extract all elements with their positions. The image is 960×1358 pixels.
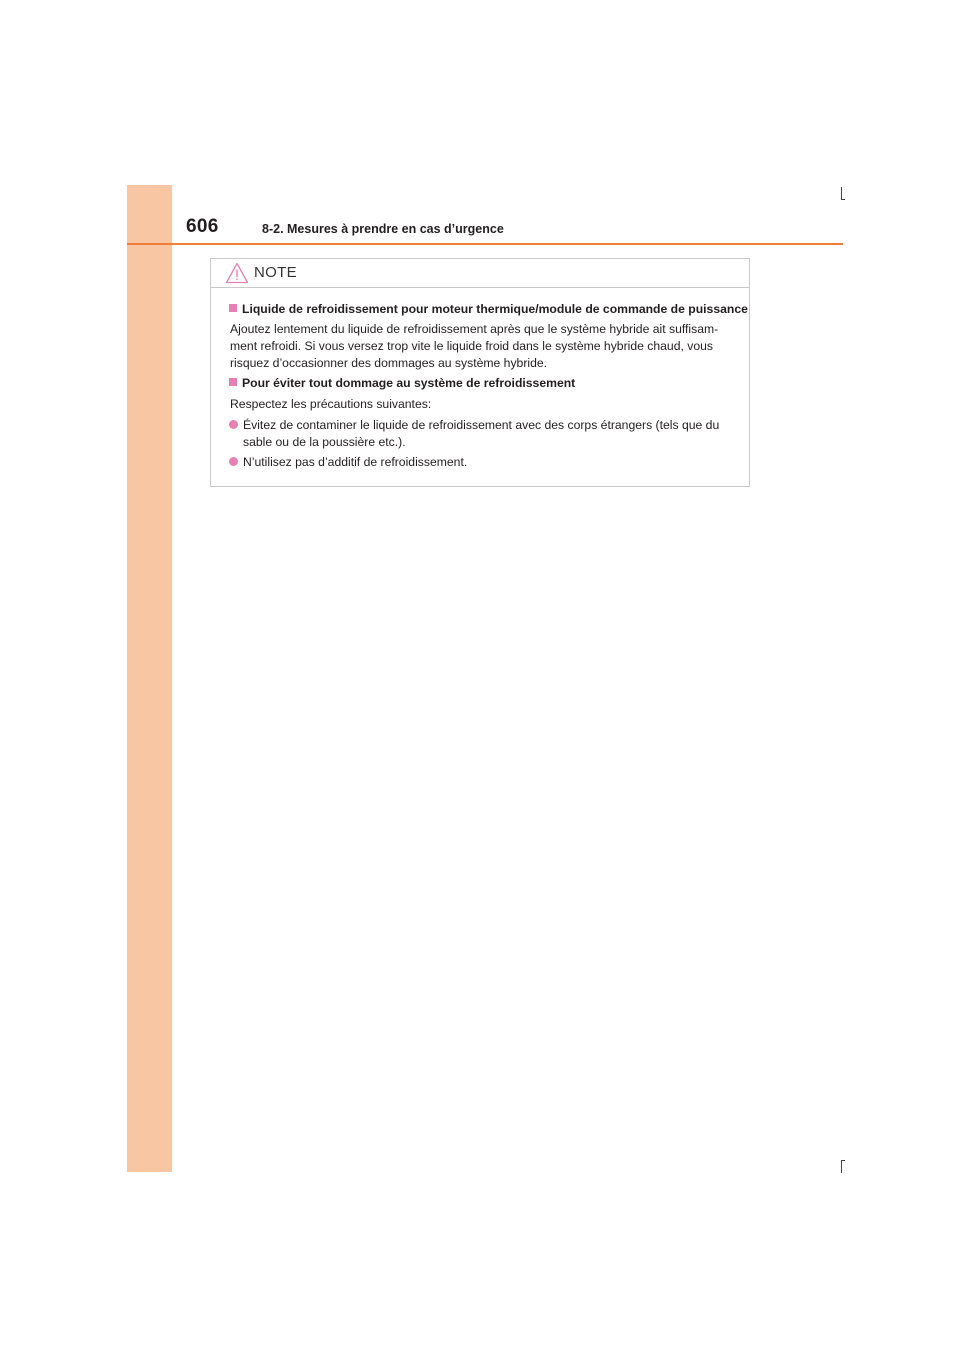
paragraph-line: risquez d’occasionner des dommages au système hybride.: [230, 355, 548, 370]
bullet-item-contamination-cont: sable ou de la poussière etc.).: [243, 435, 406, 449]
square-bullet-icon: [229, 304, 237, 312]
warning-triangle-icon: [225, 262, 249, 284]
precautions-intro: Respectez les précautions suivantes:: [230, 397, 432, 411]
page-number: 606: [186, 216, 219, 237]
note-header: [211, 259, 749, 288]
chapter-sidebar-tab: [127, 185, 172, 1172]
coolant-paragraph: [230, 321, 750, 371]
square-bullet-icon: [229, 378, 237, 386]
round-bullet-icon: [229, 457, 238, 466]
section-title: 8-2. Mesures à prendre en cas d’urgence: [262, 222, 504, 236]
bullet-item-contamination: Évitez de contaminer le liquide de refroidissement avec des corps étrangers (tels que du: [229, 417, 719, 434]
crop-mark-top-right: [841, 187, 842, 200]
note-title: NOTE: [254, 264, 297, 281]
header-rule: [127, 243, 843, 245]
note-box: [210, 258, 750, 487]
round-bullet-icon: [229, 420, 238, 429]
crop-mark-bottom-right: [841, 1160, 842, 1173]
bullet-item-additive: N’utilisez pas d’additif de refroidissement.: [229, 454, 467, 471]
section-heading-coolant: Liquide de refroidissement pour moteur thermique/module de commande de puissance: [229, 302, 748, 316]
paragraph-line: Ajoutez lentement du liquide de refroidissement après que le système hybride ait suffisam-: [230, 322, 719, 336]
section-heading-cooling-system: Pour éviter tout dommage au système de refroidissement: [229, 376, 575, 390]
paragraph-line: ment refroidi. Si vous versez trop vite le liquide froid dans le système hybride chaud, vous: [230, 338, 713, 353]
